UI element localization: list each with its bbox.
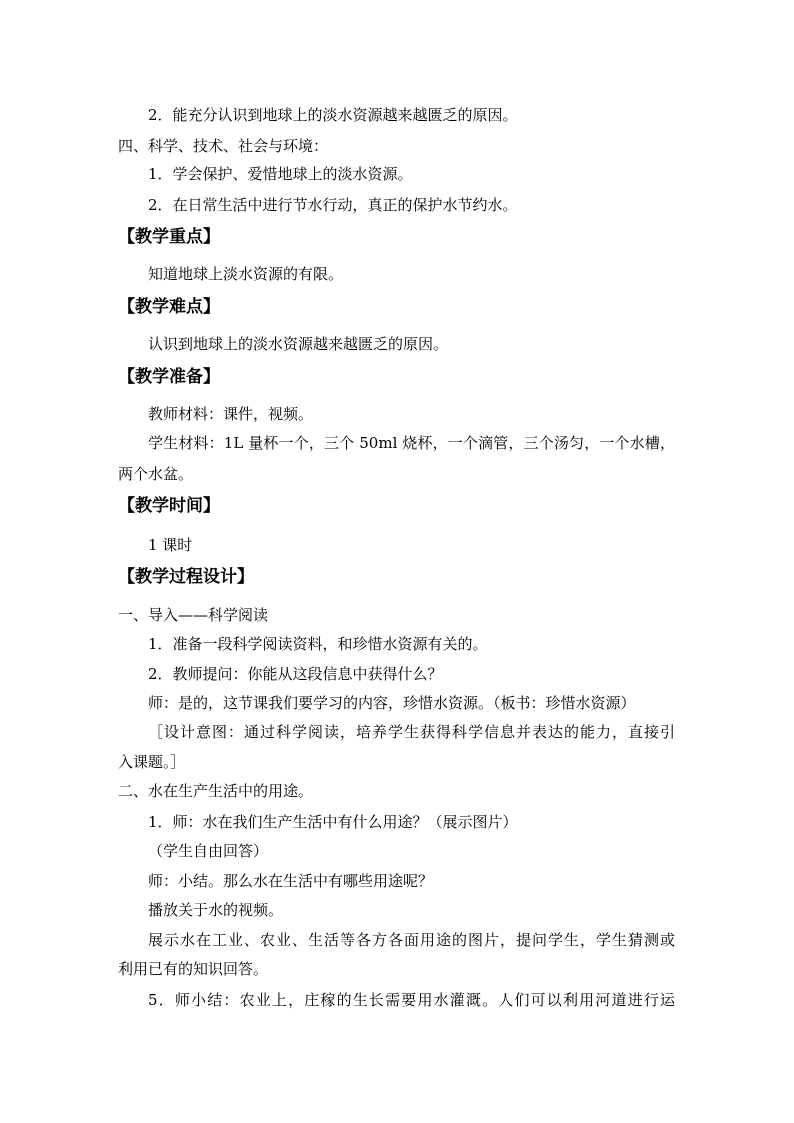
paragraph: 学生材料：1L 量杯一个，三个 50ml 烧杯，一个滴管，三个汤匀，一个水槽， [148, 434, 675, 452]
section-title: 四、科学、技术、社会与环境： [118, 137, 329, 155]
list-item: 5．师小结：农业上，庄稼的生长需要用水灌溉。人们可以利用河道进行运 [148, 991, 675, 1009]
paragraph: 两个水盆。 [118, 465, 194, 483]
list-item: 2．能充分认识到地球上的淡水资源越来越匮乏的原因。 [148, 106, 518, 124]
paragraph: 利用已有的知识回答。 [118, 960, 269, 978]
section-title: 二、水在生产生活中的用途。 [118, 782, 314, 800]
heading-process: 【教学过程设计】 [118, 567, 254, 587]
paragraph: 知道地球上淡水资源的有限。 [148, 265, 344, 283]
paragraph: 展示水在工业、农业、生活等各方各面用途的图片，提问学生，学生猜测或 [148, 931, 675, 949]
section-title: 一、导入——科学阅读 [118, 606, 269, 624]
heading-key-points: 【教学重点】 [118, 227, 220, 247]
heading-preparation: 【教学准备】 [118, 367, 220, 387]
paragraph: 师：是的，这节课我们要学习的内容，珍惜水资源。（板书：珍惜水资源） [148, 694, 636, 712]
paragraph: （学生自由回答） [148, 842, 269, 860]
list-item: 2．教师提问：你能从这段信息中获得什么？ [148, 665, 443, 683]
list-item: 1．学会保护、爱惜地球上的淡水资源。 [148, 165, 413, 183]
paragraph: 播放关于水的视频。 [148, 901, 284, 919]
heading-time: 【教学时间】 [118, 496, 220, 516]
list-item: 1．准备一段科学阅读资料，和珍惜水资源有关的。 [148, 635, 488, 653]
list-item: 2．在日常生活中进行节水行动，真正的保护水节约水。 [148, 196, 518, 214]
heading-difficulties: 【教学难点】 [118, 297, 220, 317]
paragraph: 教师材料：课件，视频。 [148, 405, 314, 423]
paragraph: 认识到地球上的淡水资源越来越匮乏的原因。 [148, 335, 449, 353]
design-intent: 入课题。］ [118, 753, 186, 771]
paragraph: 师：小结。那么水在生活中有哪些用途呢？ [148, 872, 434, 890]
paragraph: 1 课时 [148, 536, 193, 554]
list-item: 1．师：水在我们生产生活中有什么用途？（展示图片） [148, 813, 518, 831]
design-intent: ［设计意图：通过科学阅读，培养学生获得科学信息并表达的能力，直接引 [148, 723, 675, 741]
